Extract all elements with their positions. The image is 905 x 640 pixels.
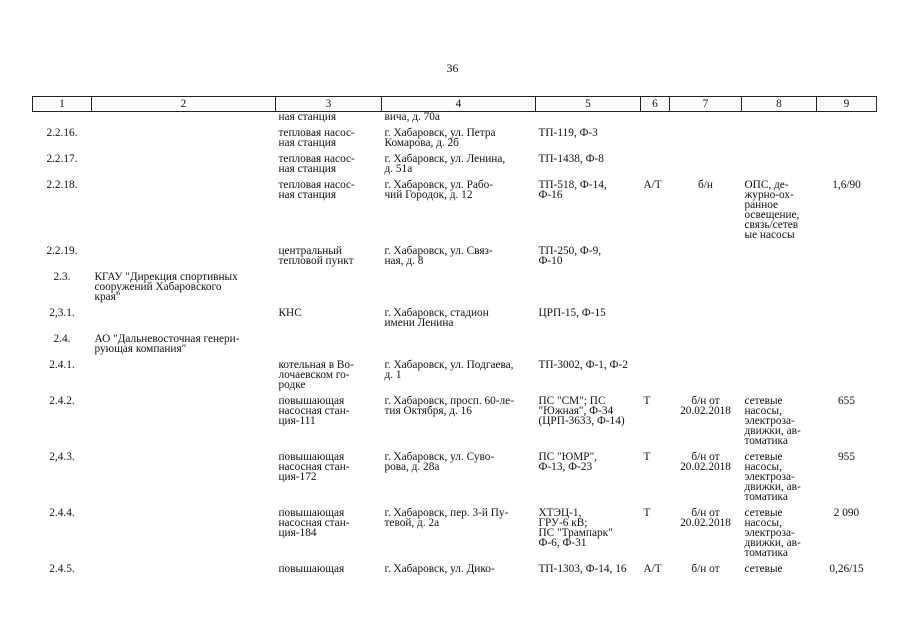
equipment-cell bbox=[742, 360, 817, 396]
category-cell bbox=[641, 154, 670, 180]
table-row bbox=[33, 564, 877, 580]
category-cell bbox=[641, 272, 670, 308]
item-number-cell: 2.4.1. bbox=[49, 359, 75, 371]
document-number-cell: б/н от 20.02.2018 bbox=[680, 507, 731, 529]
document-number-cell: б/н от bbox=[691, 563, 720, 575]
power-source-cell: ТП-3002, Ф-1, Ф-2 bbox=[538, 359, 628, 371]
organization-cell bbox=[92, 180, 276, 246]
address-cell bbox=[382, 272, 536, 308]
power-source-cell: ХТЭЦ-1, ГРУ-6 кВ; ПС "Трампарк" Ф-6, Ф-31 bbox=[538, 507, 613, 549]
power-value-cell: 1,6/90 bbox=[832, 179, 861, 191]
address-cell: вича, д. 70а bbox=[384, 111, 440, 123]
equipment-cell bbox=[742, 128, 817, 154]
power-value-cell bbox=[817, 112, 877, 129]
table-row bbox=[33, 272, 877, 308]
power-source-cell: ТП-119, Ф-3 bbox=[538, 127, 598, 139]
equipment-cell bbox=[742, 308, 817, 334]
document-number-cell bbox=[670, 308, 742, 334]
object-name-cell: повышающая насосная стан- ция-111 bbox=[278, 395, 350, 427]
header-cell: 1 bbox=[33, 97, 92, 112]
table-row bbox=[33, 334, 877, 360]
header-cell: 7 bbox=[670, 97, 742, 112]
document-table bbox=[32, 96, 877, 580]
organization-cell bbox=[92, 154, 276, 180]
item-number-cell: 2.2.17. bbox=[46, 153, 78, 165]
category-cell: Т bbox=[643, 507, 651, 519]
power-source-cell: ТП-518, Ф-14, Ф-16 bbox=[538, 179, 607, 201]
equipment-cell: сетевые насосы, электроза- движки, ав- томатика bbox=[744, 507, 801, 559]
address-cell: г. Хабаровск, ул. Суво- рова, д. 28а bbox=[384, 451, 495, 473]
power-source-cell: ПС "СМ"; ПС "Южная", Ф-34 (ЦРП-3633, Ф-14) bbox=[538, 395, 625, 427]
equipment-cell: сетевые насосы, электроза- движки, ав- томатика bbox=[744, 395, 801, 447]
document-number-cell bbox=[670, 334, 742, 360]
table-row bbox=[33, 508, 877, 564]
object-name-cell: тепловая насос- ная станция bbox=[278, 153, 355, 175]
table-row bbox=[33, 308, 877, 334]
power-source-cell bbox=[536, 334, 641, 360]
header-row bbox=[33, 97, 877, 112]
organization-cell bbox=[92, 246, 276, 272]
organization-cell bbox=[92, 128, 276, 154]
table-row bbox=[33, 128, 877, 154]
power-value-cell bbox=[817, 246, 877, 272]
organization-cell: КГАУ "Дирекция спортивных сооружений Хабаровского края" bbox=[94, 271, 238, 303]
object-name-cell: повышающая насосная стан- ция-184 bbox=[278, 507, 350, 539]
table-row bbox=[33, 452, 877, 508]
power-source-cell: ТП-1438, Ф-8 bbox=[538, 153, 604, 165]
table-row bbox=[33, 180, 877, 246]
item-number-cell: 2,3.1. bbox=[49, 307, 75, 319]
header-cell: 5 bbox=[536, 97, 641, 112]
header-cell: 3 bbox=[276, 97, 382, 112]
organization-cell bbox=[92, 360, 276, 396]
page-number: 36 bbox=[446, 61, 459, 75]
power-value-cell bbox=[817, 308, 877, 334]
power-source-cell: ПС "ЮМР", Ф-13, Ф-23 bbox=[538, 451, 598, 473]
power-value-cell bbox=[817, 272, 877, 308]
address-cell: г. Хабаровск, пер. 3-й Пу- тевой, д. 2а bbox=[384, 507, 509, 529]
table-row bbox=[33, 112, 877, 129]
category-cell: А/Т bbox=[643, 563, 662, 575]
organization-cell: АО "Дальневосточная генери- рующая компания" bbox=[94, 333, 240, 355]
category-cell bbox=[641, 360, 670, 396]
document-number-cell bbox=[670, 360, 742, 396]
organization-cell bbox=[92, 396, 276, 452]
address-cell: г. Хабаровск, ул. Рабо- чий Городок, д. 12 bbox=[384, 179, 494, 201]
document-number-cell bbox=[670, 112, 742, 129]
power-source-cell bbox=[536, 112, 641, 129]
category-cell: А/Т bbox=[643, 179, 662, 191]
power-source-cell: ЦРП-15, Ф-15 bbox=[538, 307, 606, 319]
item-number-cell: 2,4.3. bbox=[49, 451, 75, 463]
table-row bbox=[33, 360, 877, 396]
category-cell: Т bbox=[643, 395, 651, 407]
item-number-cell: 2.4.4. bbox=[49, 507, 75, 519]
power-value-cell bbox=[817, 360, 877, 396]
category-cell bbox=[641, 112, 670, 129]
power-value-cell: 955 bbox=[838, 451, 855, 463]
item-number-cell: 2.4.2. bbox=[49, 395, 75, 407]
document-number-cell bbox=[670, 154, 742, 180]
address-cell: г. Хабаровск, ул. Связ- ная, д. 8 bbox=[384, 245, 493, 267]
object-name-cell: котельная в Во- лочаевском го- родке bbox=[278, 359, 354, 391]
object-name-cell bbox=[276, 334, 382, 360]
organization-cell bbox=[92, 452, 276, 508]
power-value-cell: 0,26/15 bbox=[829, 563, 864, 575]
header-cell: 4 bbox=[382, 97, 536, 112]
object-name-cell: ная станция bbox=[278, 111, 337, 123]
category-cell bbox=[641, 246, 670, 272]
table-row bbox=[33, 154, 877, 180]
header-cell: 6 bbox=[641, 97, 670, 112]
object-name-cell: тепловая насос- ная станция bbox=[278, 179, 355, 201]
document-number-cell bbox=[670, 246, 742, 272]
category-cell bbox=[641, 308, 670, 334]
address-cell: г. Хабаровск, ул. Ленина, д. 51а bbox=[384, 153, 506, 175]
header-cell: 9 bbox=[817, 97, 877, 112]
table-row bbox=[33, 396, 877, 452]
power-value-cell: 655 bbox=[838, 395, 855, 407]
item-number-cell: 2.2.16. bbox=[46, 127, 78, 139]
power-source-cell: ТП-1303, Ф-14, 16 bbox=[538, 563, 627, 575]
equipment-cell: сетевые насосы, электроза- движки, ав- томатика bbox=[744, 451, 801, 503]
equipment-cell bbox=[742, 154, 817, 180]
organization-cell bbox=[92, 564, 276, 580]
equipment-cell: ОПС, де- журно-ох- ранное освещение, связь/сетев ые насосы bbox=[744, 179, 800, 241]
header-cell: 8 bbox=[742, 97, 817, 112]
organization-cell bbox=[92, 308, 276, 334]
address-cell: г. Хабаровск, ул. Подгаева, д. 1 bbox=[384, 359, 514, 381]
object-name-cell: повышающая насосная стан- ция-172 bbox=[278, 451, 350, 483]
item-number-cell: 2.3. bbox=[53, 271, 71, 283]
address-cell: г. Хабаровск, ул. Петра Комарова, д. 2б bbox=[384, 127, 496, 149]
equipment-cell bbox=[742, 272, 817, 308]
object-name-cell bbox=[276, 272, 382, 308]
header-cell: 2 bbox=[92, 97, 276, 112]
document-number-cell: б/н bbox=[698, 179, 713, 191]
power-source-cell: ТП-250, Ф-9, Ф-10 bbox=[538, 245, 602, 267]
object-name-cell: КНС bbox=[278, 307, 302, 319]
object-name-cell: тепловая насос- ная станция bbox=[278, 127, 355, 149]
address-cell: г. Хабаровск, ул. Дико- bbox=[384, 563, 495, 575]
item-number-cell bbox=[33, 112, 92, 129]
power-value-cell: 2 090 bbox=[833, 507, 860, 519]
address-cell bbox=[382, 334, 536, 360]
power-value-cell bbox=[817, 334, 877, 360]
category-cell bbox=[641, 334, 670, 360]
power-value-cell bbox=[817, 154, 877, 180]
equipment-cell: сетевые bbox=[744, 563, 783, 575]
item-number-cell: 2.4.5. bbox=[49, 563, 75, 575]
item-number-cell: 2.4. bbox=[53, 333, 71, 345]
address-cell: г. Хабаровск, просп. 60-ле- тия Октября, д. 16 bbox=[384, 395, 514, 417]
equipment-cell bbox=[742, 246, 817, 272]
address-cell: г. Хабаровск, стадион имени Ленина bbox=[384, 307, 489, 329]
power-value-cell bbox=[817, 128, 877, 154]
item-number-cell: 2.2.19. bbox=[46, 245, 78, 257]
table-body bbox=[33, 112, 877, 581]
category-cell bbox=[641, 128, 670, 154]
equipment-cell bbox=[742, 112, 817, 129]
power-source-cell bbox=[536, 272, 641, 308]
organization-cell bbox=[92, 508, 276, 564]
document-number-cell: б/н от 20.02.2018 bbox=[680, 395, 731, 417]
organization-cell bbox=[92, 112, 276, 129]
category-cell: Т bbox=[643, 451, 651, 463]
item-number-cell: 2.2.18. bbox=[46, 179, 78, 191]
document-number-cell bbox=[670, 272, 742, 308]
document-number-cell: б/н от 20.02.2018 bbox=[680, 451, 731, 473]
object-name-cell: повышающая bbox=[278, 563, 345, 575]
equipment-cell bbox=[742, 334, 817, 360]
document-number-cell bbox=[670, 128, 742, 154]
object-name-cell: центральный тепловой пункт bbox=[278, 245, 354, 267]
table-row bbox=[33, 246, 877, 272]
